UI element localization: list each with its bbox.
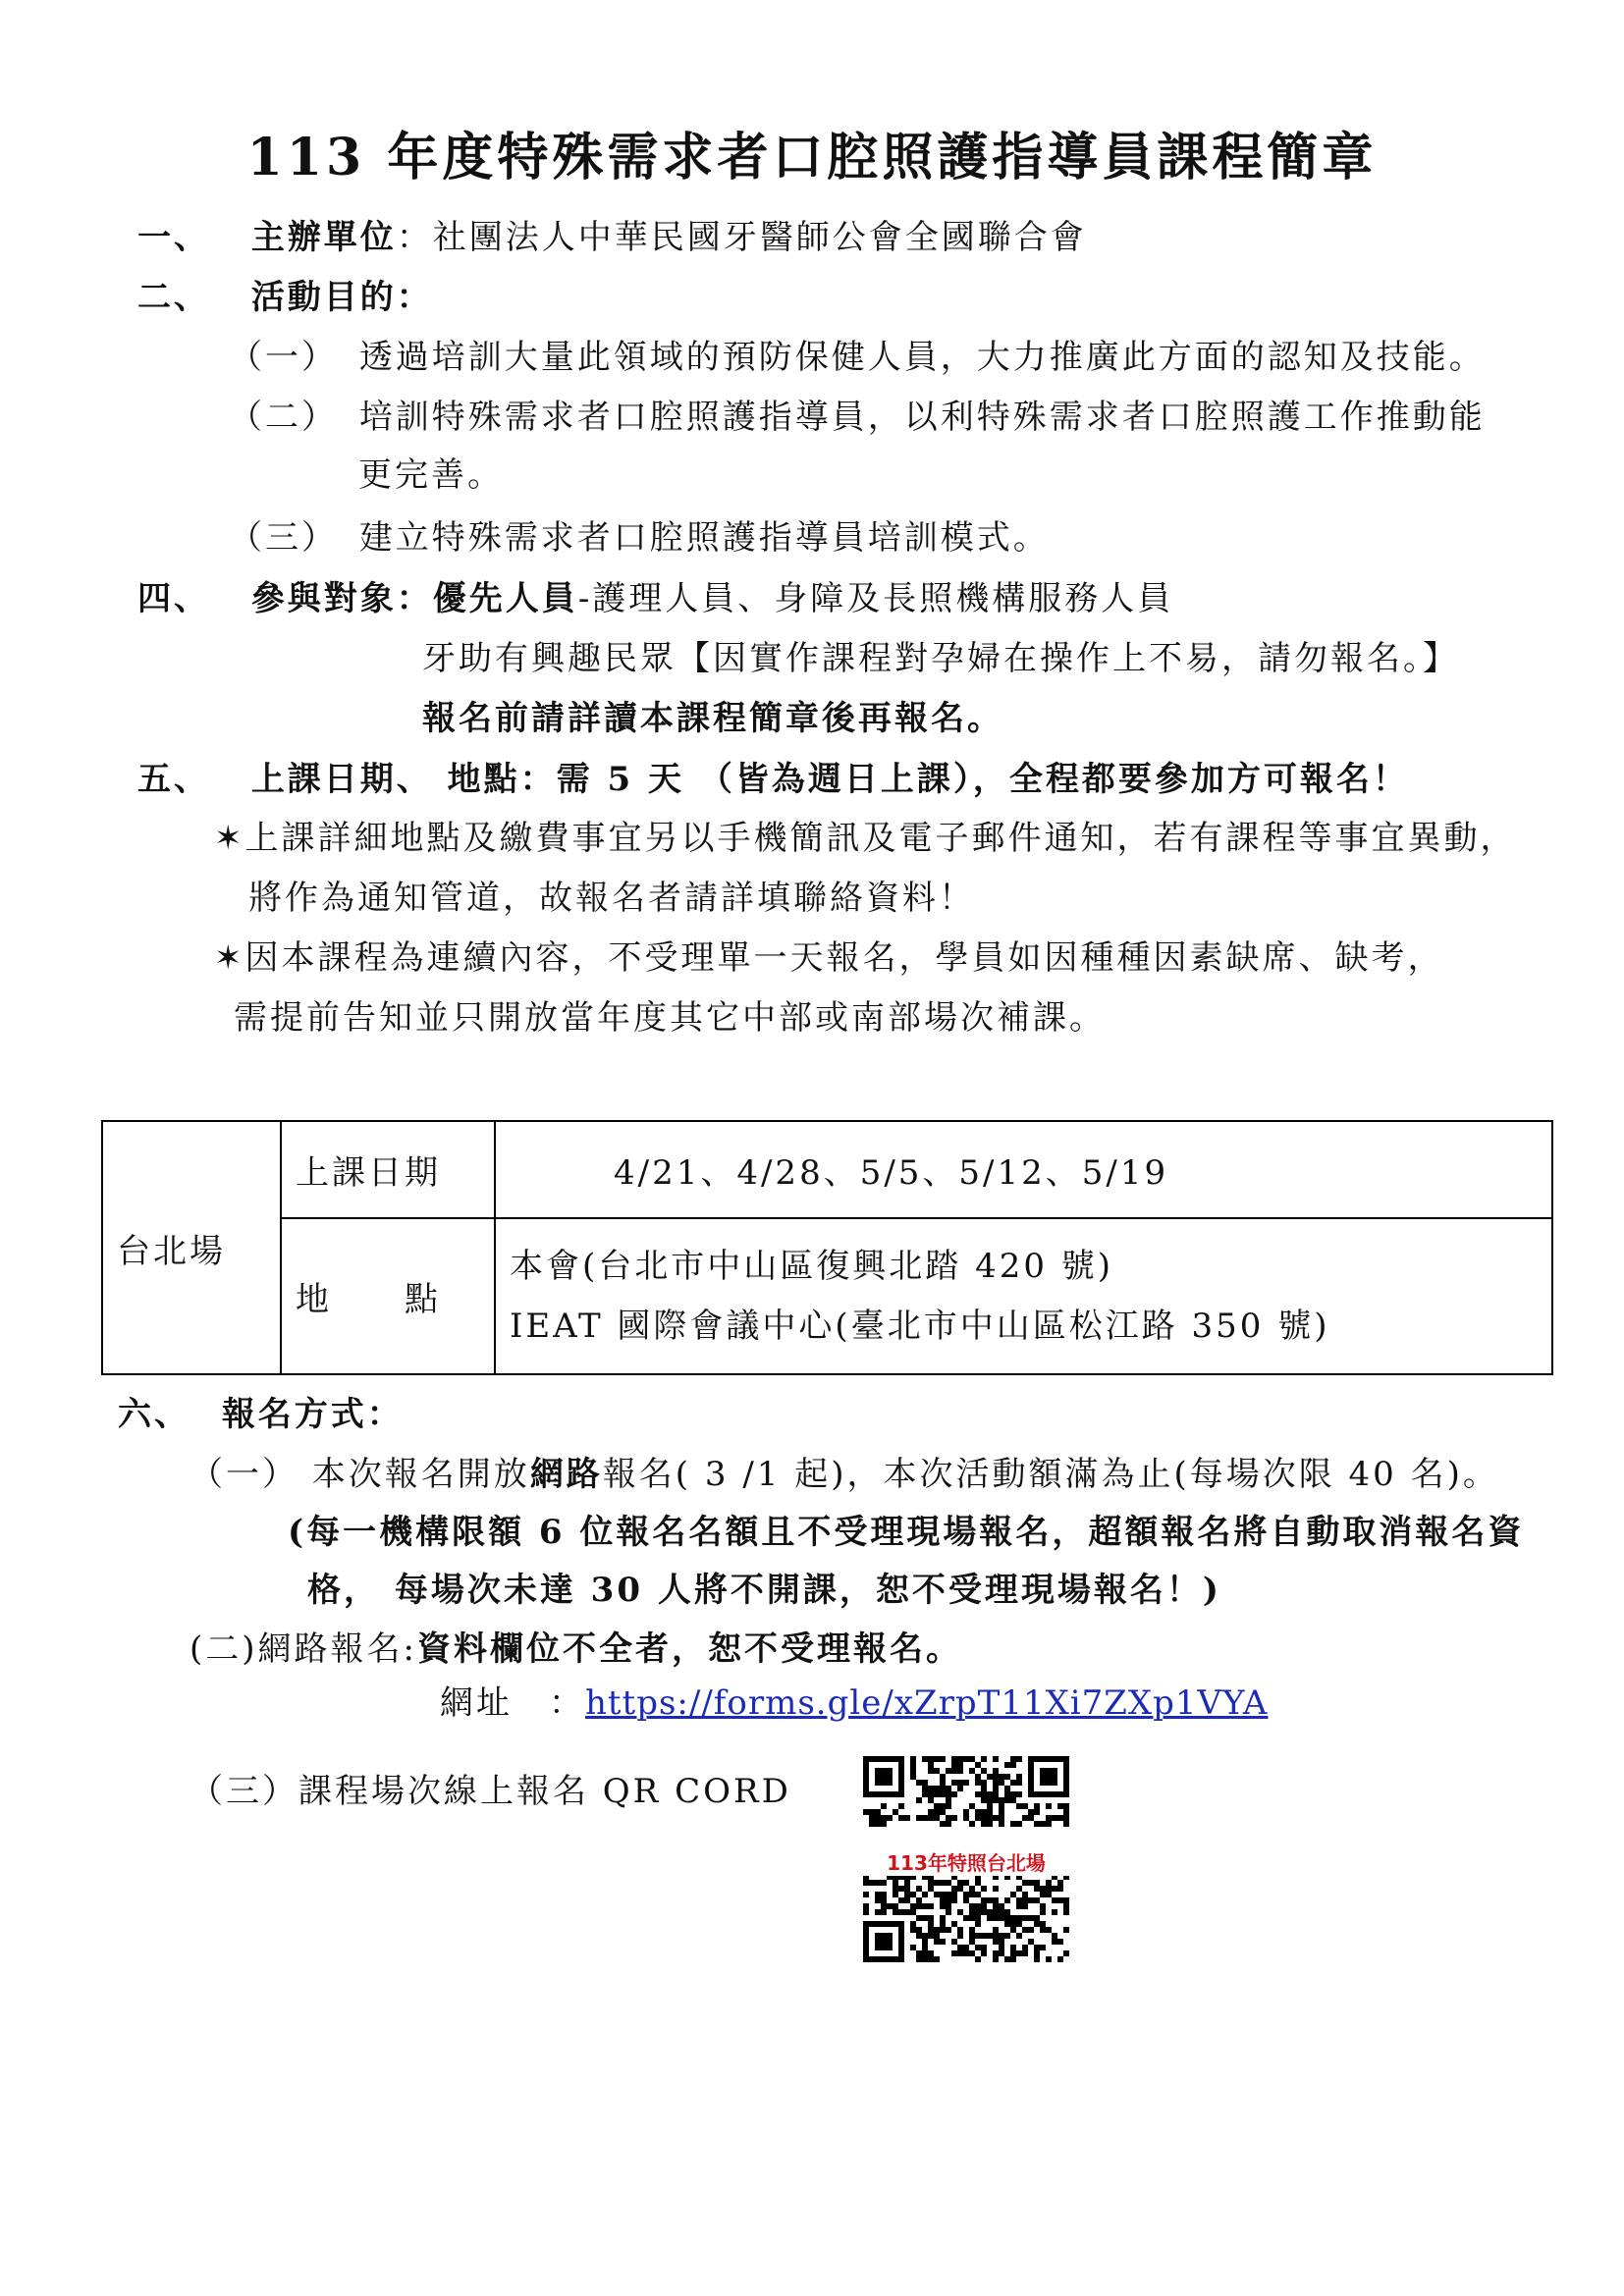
item-number: （三） bbox=[229, 518, 338, 558]
schedule-note-2-cont: 需提前告知並只開放當年度其它中部或南部場次補課。 bbox=[234, 998, 1106, 1038]
qr-caption: 113年特照台北場 bbox=[857, 1850, 1075, 1876]
participants-label: 參與對象：優先人員 bbox=[250, 579, 578, 618]
url-label: 網址 ： bbox=[440, 1683, 585, 1723]
section-participants bbox=[137, 571, 1173, 619]
item-text-b: 報名( 3 /1 起)，本次活動額滿為止(每場次限 40 名)。 bbox=[602, 1455, 1499, 1494]
venue-name: 台北場 bbox=[102, 1121, 281, 1374]
item-text: 建立特殊需求者口腔照護指導員培訓模式。 bbox=[358, 518, 1050, 558]
purpose-item-3 bbox=[229, 510, 1050, 559]
section-organizer bbox=[137, 210, 1087, 258]
registration-note-2: 格， 每場次未達 30 人將不開課，恕不受理現場報名！) bbox=[307, 1571, 1221, 1610]
item-text-a: 本次報名開放 bbox=[311, 1455, 530, 1494]
item-number: （一） bbox=[229, 338, 338, 377]
section-schedule bbox=[137, 752, 1409, 800]
registration-item-3: （三）課程場次線上報名 QR CORD bbox=[189, 1772, 791, 1811]
registration-link[interactable]: https://forms.gle/xZrpT11Xi7ZXp1VYA bbox=[585, 1683, 1269, 1723]
venue-table bbox=[101, 1120, 1553, 1375]
item-number: （一） bbox=[189, 1455, 298, 1494]
section-number: 五、 bbox=[137, 760, 210, 799]
purpose-item-2 bbox=[229, 390, 1486, 438]
place-address-2: IEAT 國際會議中心(臺北市中山區松江路 350 號) bbox=[510, 1306, 1330, 1346]
section-purpose bbox=[137, 270, 433, 318]
section-number: 六、 bbox=[118, 1395, 190, 1434]
item-text-bold: 網路 bbox=[529, 1455, 603, 1494]
registration-label: 報名方式： bbox=[221, 1395, 404, 1434]
registration-note-1: (每一機構限額 6 位報名名額且不受理現場報名，超額報名將自動取消報名資 bbox=[288, 1513, 1525, 1552]
organizer-text: ：社團法人中華民國牙醫師公會全國聯合會 bbox=[396, 218, 1087, 257]
item-text: 培訓特殊需求者口腔照護指導員，以利特殊需求者口腔照護工作推動能 bbox=[358, 398, 1486, 437]
section-number: 二、 bbox=[137, 278, 210, 317]
date-label: 上課日期 bbox=[281, 1121, 495, 1218]
registration-url-row bbox=[440, 1676, 1268, 1724]
schedule-note-1-cont: 將作為通知管道，故報名者請詳填聯絡資料！ bbox=[248, 879, 975, 918]
place-address-1: 本會(台北市中山區復興北踏 420 號) bbox=[510, 1246, 1114, 1286]
place-label: 地 點 bbox=[281, 1218, 495, 1374]
participants-line-3: 報名前請詳讀本課程簡章後再報名。 bbox=[422, 699, 1003, 738]
item-text-bold: 資料欄位不全者，恕不受理報名。 bbox=[416, 1629, 962, 1669]
section-number: 一、 bbox=[137, 218, 210, 257]
organizer-label: 主辦單位 bbox=[250, 218, 397, 257]
registration-item-1 bbox=[189, 1447, 1499, 1495]
purpose-label: 活動目的： bbox=[250, 278, 433, 317]
participants-line-2: 牙助有興趣民眾【因實作課程對孕婦在操作上不易，請勿報名。】 bbox=[422, 639, 1459, 678]
schedule-label: 上課日期、 地點：需 5 天 （皆為週日上課），全程都要參加方可報名！ bbox=[250, 760, 1409, 799]
place-cell bbox=[495, 1218, 1552, 1374]
participants-text: -護理人員、身障及長照機構服務人員 bbox=[577, 579, 1174, 618]
purpose-item-2-cont: 更完善。 bbox=[358, 455, 504, 495]
item-text: 透過培訓大量此領域的預防保健人員，大力推廣此方面的認知及技能。 bbox=[358, 338, 1486, 377]
item-number: （二） bbox=[229, 398, 338, 437]
document-title: 113 年度特殊需求者口腔照護指導員課程簡章 bbox=[246, 128, 1378, 187]
section-number: 四、 bbox=[137, 579, 210, 618]
registration-item-2 bbox=[189, 1622, 962, 1670]
course-dates: 4/21、4/28、5/5、5/12、5/19 bbox=[495, 1121, 1552, 1218]
schedule-note-1: ✶上課詳細地點及繳費事宜另以手機簡訊及電子郵件通知，若有課程等事宜異動， bbox=[214, 819, 1517, 858]
section-registration bbox=[118, 1387, 404, 1435]
schedule-note-2: ✶因本課程為連續內容，不受理單一天報名，學員如因種種因素缺席、缺考， bbox=[214, 938, 1444, 978]
purpose-item-1 bbox=[229, 330, 1486, 378]
item-text-a: (二)網路報名: bbox=[189, 1629, 417, 1669]
